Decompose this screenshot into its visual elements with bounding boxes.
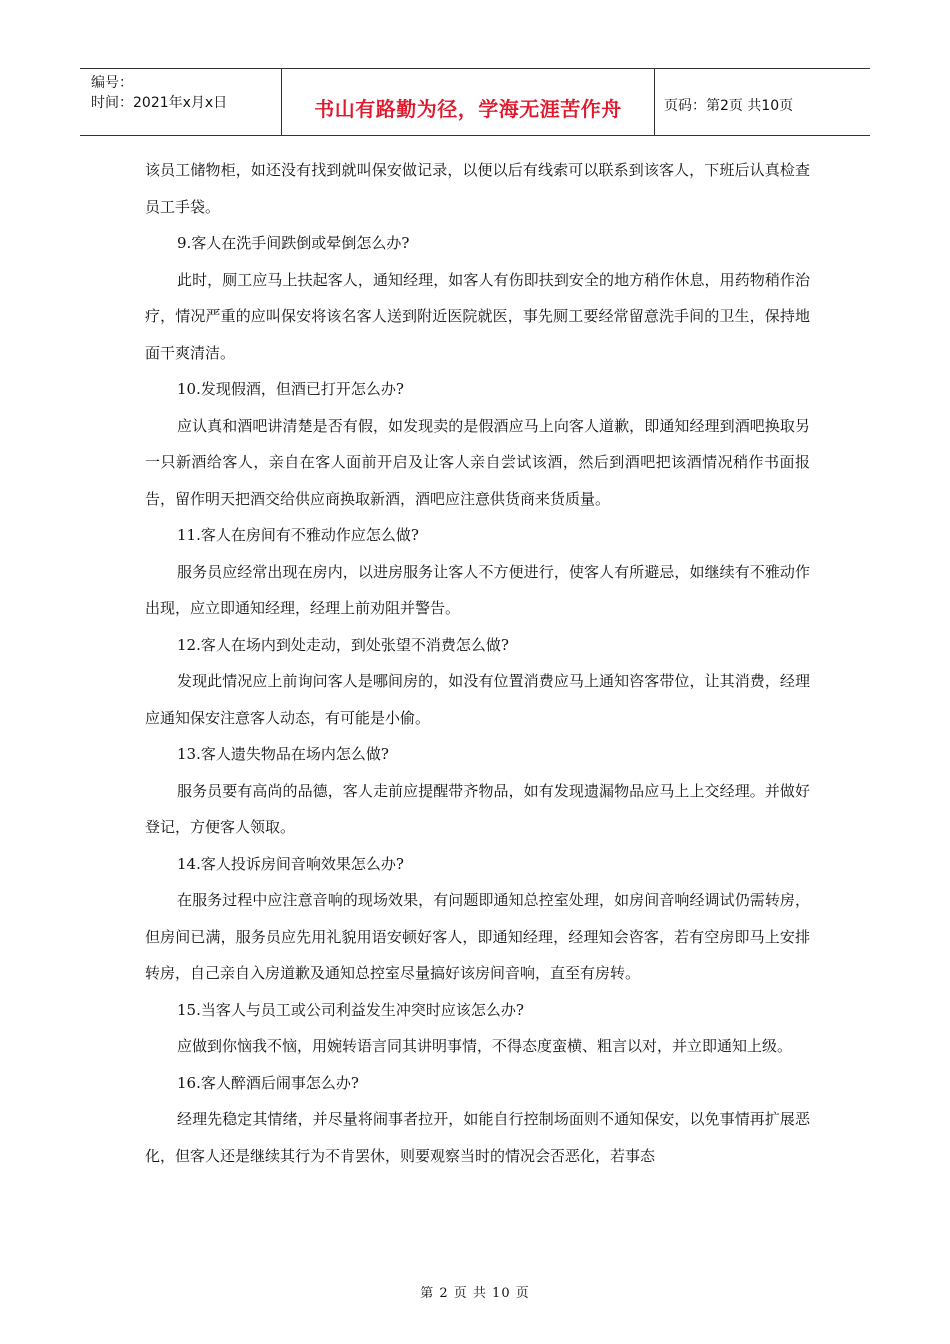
answer-paragraph: 应做到你恼我不恼，用婉转语言同其讲明事情，不得态度蛮横、粗言以对，并立即通知上级。 [177,1037,793,1055]
header-page-cell [655,69,870,135]
answer-paragraph: 发现此情况应上前询问客人是哪间房的，如没有位置消费应马上通知咨客带位，让其消费，经理应通知保安注意客人动态，有可能是小偷。 [145,672,810,727]
question-heading: 12.客人在场内到处走动，到处张望不消费怎么做? [177,635,509,654]
question-heading: 11.客人在房间有不雅动作应怎么做? [177,526,419,544]
question-heading: 13.客人遗失物品在场内怎么做? [177,745,389,763]
header-meta [80,69,282,135]
answer-paragraph: 应认真和酒吧讲清楚是否有假，如发现卖的是假酒应马上向客人道歉，即通知经理到酒吧换取另一只新酒给客人，亲自在客人面前开启及让客人亲自尝试该酒，然后到酒吧把该酒情况稍作书面报告，留作明天把酒交给供应商换取新酒，酒吧应注意供货商来货质量。 [145,416,810,508]
header-page-number: 页码：第2页 共10页 [664,98,794,114]
document-body [145,152,810,1174]
document-number-label: 编号： [91,75,133,91]
question-heading: 10.发现假酒，但酒已打开怎么办? [177,380,404,398]
question-heading: 9.客人在洗手间跌倒或晕倒怎么办? [177,234,410,252]
answer-paragraph: 经理先稳定其情绪，并尽量将闹事者拉开，如能自行控制场面则不通知保安，以免事情再扩展恶化，但客人还是继续其行为不肯罢休，则要观察当时的情况会否恶化，若事态 [145,1110,810,1165]
answer-paragraph: 此时，厕工应马上扶起客人，通知经理，如客人有伤即扶到安全的地方稍作休息，用药物稍作治疗，情况严重的应叫保安将该名客人送到附近医院就医，事先厕工要经常留意洗手间的卫生，保持地面干爽清洁。 [145,270,810,362]
question-heading: 16.客人醉酒后闹事怎么办? [177,1073,359,1092]
footer-page-number: 第 2 页 共 10 页 [420,1286,530,1301]
page-header [80,68,870,136]
answer-paragraph: 在服务过程中应注意音响的现场效果，有问题即通知总控室处理，如房间音响经调试仍需转房，但房间已满，服务员应先用礼貌用语安顿好客人，即通知经理，经理知会咨客，若有空房即马上安排转房，自己亲自入房道歉及通知总控室尽量搞好该房间音响，直至有房转。 [145,891,810,982]
continued-paragraph: 该员工储物柜，如还没有找到就叫保安做记录，以便以后有线索可以联系到该客人，下班后认真检查员工手袋。 [145,161,810,216]
header-motto-cell [282,69,655,135]
answer-paragraph: 服务员应经常出现在房内，以进房服务让客人不方便进行，使客人有所避忌，如继续有不雅动作出现，应立即通知经理，经理上前劝阻并警告。 [145,562,810,617]
document-date-label: 时间：2021年x月x日 [91,95,228,111]
question-heading: 14.客人投诉房间音响效果怎么办? [177,854,404,873]
header-motto: 书山有路勤为径，学海无涯苦作舟 [314,96,622,121]
answer-paragraph: 服务员要有高尚的品德，客人走前应提醒带齐物品，如有发现遗漏物品应马上上交经理。并做好登记，方便客人领取。 [145,781,810,836]
question-heading: 15.当客人与员工或公司利益发生冲突时应该怎么办? [177,1000,524,1019]
page-footer [0,1282,950,1301]
